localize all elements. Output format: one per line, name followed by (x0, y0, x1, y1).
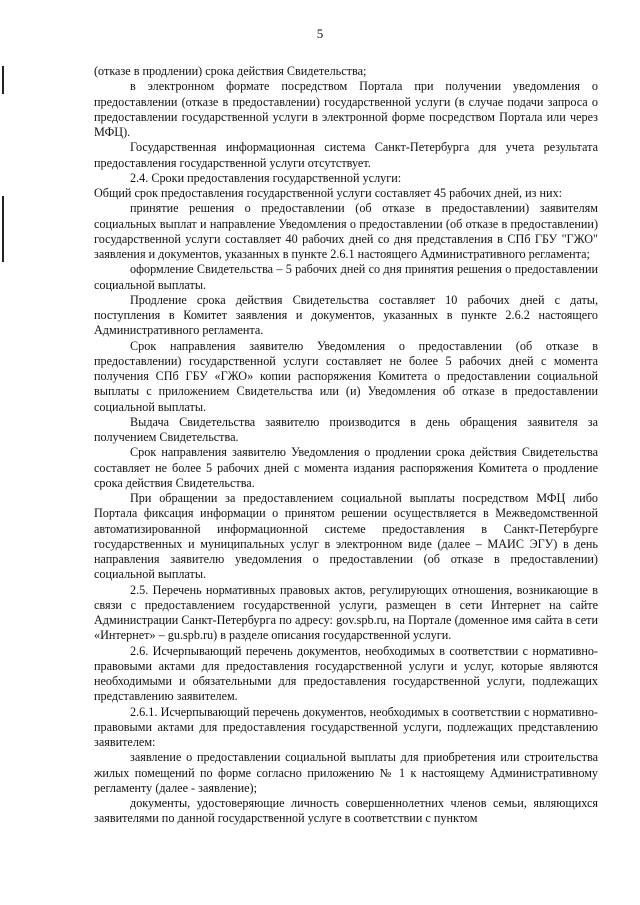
scan-edge-mark-middle (2, 196, 4, 262)
paragraph: 2.6.1. Исчерпывающий перечень документов, необходимых в соответствии с нормативно-правовыми актами для предоставления государственной услуги, подлежащих представлению заявителем: (94, 704, 598, 749)
paragraph: Государственная информационная система Санкт-Петербурга для учета результата предоставления государственной услуги отсутствует. (94, 140, 598, 170)
document-body (94, 64, 598, 827)
scan-edge-mark-top (2, 66, 4, 94)
paragraph: Срок направления заявителю Уведомления о предоставлении (об отказе в предоставлении) государственной услуги составляет не более 5 рабочих дней с момента получения СПб ГБУ «ГЖО» копии распоряжения Комитета о предоставлении социальной выплаты с приложением Свидетельства или (и) Уведомления об отказе в предоставлении социальной выплаты. (94, 338, 598, 414)
paragraph: Общий срок предоставления государственной услуги составляет 45 рабочих дней, из них: (94, 186, 563, 200)
paragraph: Выдача Свидетельства заявителю производится в день обращения заявителя за получением Свидетельства. (94, 414, 598, 444)
section-heading: 2.4. Сроки предоставления государственной услуги: (130, 170, 402, 185)
paragraph: 2.6. Исчерпывающий перечень документов, необходимых в соответствии с нормативно-правовыми актами для предоставления государственной услуги и услуг, которые являются необходимыми и обязательными для предоставления государственной услуги, подлежащих представлению заявителем. (94, 643, 598, 704)
paragraph: При обращении за предоставлением социальной выплаты посредством МФЦ либо Портала фиксация информации о принятом решении осуществляется в Межведомственной автоматизированной информационной системе предоставления в Санкт-Петербурге государственных и муниципальных услуг в электронном виде (далее – МАИС ЭГУ) в день направления заявителю уведомления о предоставлении (об отказе в предоставлении) социальной выплаты. (94, 491, 598, 582)
paragraph: заявление о предоставлении социальной выплаты для приобретения или строительства жилых помещений по форме согласно приложению № 1 к настоящему Административному регламенту (далее - заявление); (94, 750, 598, 795)
paragraph: Продление срока действия Свидетельства составляет 10 рабочих дней с даты, поступления в Комитет заявления и документов, указанных в пункте 2.6.2 настоящего Административного регламента. (94, 292, 598, 338)
page-number: 5 (316, 26, 324, 41)
paragraph: принятие решения о предоставлении (об отказе в предоставлении) заявителям социальных выплат и направление Уведомления о предоставлении (об отказе в предоставлении) государственной услуги составляет 40 рабочих дней со дня представления в СПб ГБУ "ГЖО" заявления и документов, указанных в пункте 2.6.1 настоящего Административного регламента; (94, 201, 598, 261)
paragraph: Срок направления заявителю Уведомления о продлении срока действия Свидетельства составляет не более 5 рабочих дней с момента издания распоряжения Комитета о продление срока действия Свидетельства. (94, 445, 598, 490)
paragraph: в электронном формате посредством Портала при получении уведомления о предоставлении (отказе в предоставлении) государственной услуги (в случае подачи запроса о предоставлении государственной услуги в электронной форме посредством Портала или через МФЦ). (94, 79, 598, 139)
paragraph: (отказе в продлении) срока действия Свидетельства; (94, 64, 367, 78)
paragraph: оформление Свидетельства – 5 рабочих дней со дня принятия решения о предоставлении социальной выплаты. (94, 262, 598, 292)
paragraph: 2.5. Перечень нормативных правовых актов, регулирующих отношения, возникающие в связи с предоставлением государственной услуги, размещен в сети Интернет на сайте Администрации Санкт-Петербурга по адресу: gov.spb.ru, на Портале (доменное имя сайта в сети «Интернет» – gu.spb.ru) в разделе описания государственной услуги. (94, 582, 598, 643)
paragraph: документы, удостоверяющие личность совершеннолетних членов семьи, являющихся заявителями по данной государственной услуге в соответствии с пунктом (94, 796, 598, 826)
